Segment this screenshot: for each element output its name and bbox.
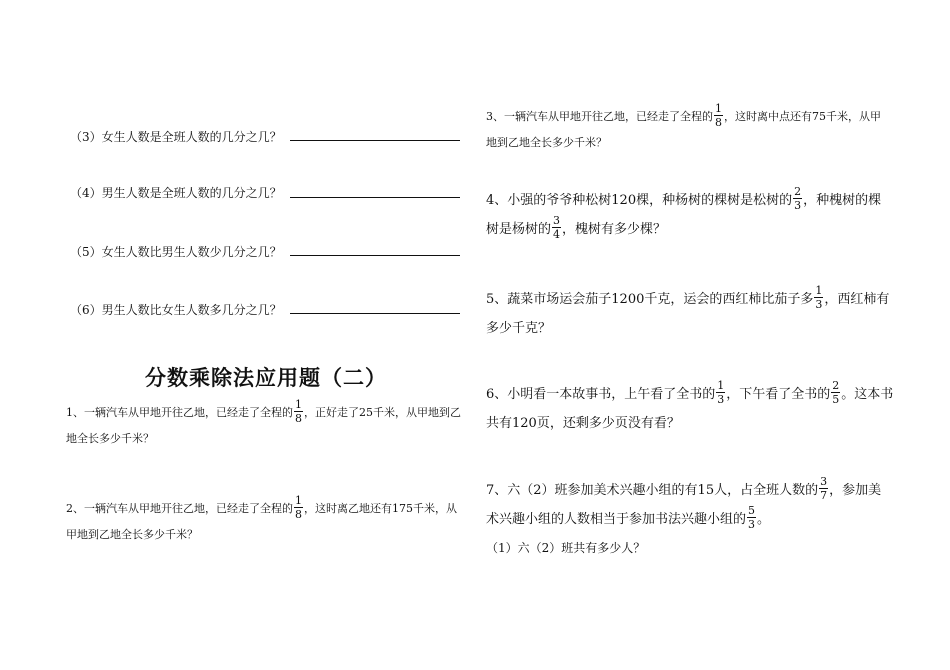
problem-4-line-1 [486,186,881,215]
problem-2-text-b: ，这时离乙地还有175千米，从 [304,502,457,515]
problem-4-line-2 [486,215,881,244]
answer-line-5[interactable] [290,255,460,256]
fraction-numerator: 2 [832,379,840,392]
problem-7 [486,476,881,563]
page-title: 分数乘除法应用题（二） [145,365,387,390]
problem-1-line-1 [66,397,461,426]
fraction-1-8 [714,103,723,128]
problem-5-line-2: 多少千克？ [486,321,552,336]
problem-3-line-1 [486,101,881,130]
fraction-numerator: 1 [295,397,302,411]
fraction-3-7 [819,476,828,501]
problem-4-text-d: ，槐树有多少棵？ [562,222,667,237]
problem-1 [66,397,461,452]
fraction-numerator: 3 [553,214,561,227]
problem-6-text-a: 6、小明看一本故事书，上午看了全书的 [486,387,716,402]
problem-3-text-b: ，这时离中点还有75千米，从甲 [724,110,881,123]
fraction-5-3 [747,505,756,530]
problem-2-line-2: 甲地到乙地全长多少千米？ [66,528,198,541]
problem-1-text-a: 1、一辆汽车从甲地开往乙地，已经走了全程的 [66,406,293,419]
problem-5 [486,285,889,343]
fraction-1-3 [716,380,725,405]
problem-7-text-c: 术兴趣小组的人数相当于参加书法兴趣小组的 [486,512,747,527]
question-6 [70,301,282,318]
problem-6 [486,380,893,438]
question-6-text: （6）男生人数比女生人数多几分之几？ [70,303,282,317]
fraction-denominator: 4 [553,228,561,241]
fraction-denominator: 5 [832,393,840,406]
answer-line-6[interactable] [290,313,460,314]
problem-4 [486,186,881,244]
problem-1-line-2: 地全长多少千米？ [66,432,154,445]
fraction-denominator: 8 [295,411,302,425]
fraction-denominator: 8 [295,507,302,521]
problem-2-line-1 [66,493,457,522]
answer-line-3[interactable] [290,140,460,141]
problem-3-text-a: 3、一辆汽车从甲地开往乙地，已经走了全程的 [486,110,713,123]
fraction-2-5 [831,380,840,405]
problem-4-text-b: ，种槐树的棵 [803,193,882,208]
problem-4-text-a: 4、小强的爷爷种松树120棵，种杨树的棵树是松树的 [486,193,793,208]
problem-7-text-b: ，参加美 [829,483,882,498]
problem-7-line-1 [486,476,881,505]
problem-7-line-2 [486,505,881,534]
question-4-text: （4）男生人数是全班人数的几分之几？ [70,186,282,200]
problem-7-text-a: 7、六（2）班参加美术兴趣小组的有15人，占全班人数的 [486,483,819,498]
question-5-text: （5）女生人数比男生人数少几分之几？ [70,245,282,259]
fraction-numerator: 3 [820,475,828,488]
fraction-numerator: 2 [794,185,802,198]
fraction-3-4 [552,215,561,240]
question-5 [70,243,282,260]
problem-5-text-a: 5、蔬菜市场运会茄子1200千克，运会的西红柿比茄子多 [486,292,814,307]
fraction-numerator: 5 [748,504,756,517]
problem-7-text-d: 。 [757,512,771,527]
answer-line-4[interactable] [290,197,460,198]
fraction-numerator: 1 [815,284,823,297]
fraction-numerator: 1 [717,379,725,392]
fraction-denominator: 3 [794,199,802,212]
fraction-1-3 [814,285,823,310]
problem-6-text-b: ，下午看了全书的 [726,387,831,402]
problem-1-text-b: ，正好走了25千米，从甲地到乙 [304,406,461,419]
fraction-numerator: 1 [295,493,302,507]
problem-5-line-1 [486,285,889,314]
problem-3-line-2: 地到乙地全长多少千米？ [486,136,607,149]
problem-5-text-b: ，西红柿有 [824,292,890,307]
fraction-1-8 [294,495,303,520]
fraction-denominator: 3 [717,393,725,406]
fraction-numerator: 1 [715,101,722,115]
problem-2 [66,493,457,548]
problem-6-line-2: 共有120页，还剩多少页没有看？ [486,416,680,431]
fraction-1-8 [294,399,303,424]
problem-2-text-a: 2、一辆汽车从甲地开往乙地，已经走了全程的 [66,502,293,515]
fraction-denominator: 3 [748,518,756,531]
fraction-denominator: 3 [815,298,823,311]
fraction-denominator: 8 [715,115,722,129]
problem-7-subquestion-1: （1）六（2）班共有多少人？ [486,541,646,555]
fraction-denominator: 7 [820,489,828,502]
problem-4-text-c: 树是杨树的 [486,222,552,237]
fraction-2-3 [793,186,802,211]
question-3-text: （3）女生人数是全班人数的几分之几？ [70,130,282,144]
problem-6-line-1 [486,380,893,409]
question-3 [70,128,282,145]
problem-6-text-c: 。这本书 [841,387,894,402]
question-4 [70,184,282,201]
problem-3 [486,101,881,156]
